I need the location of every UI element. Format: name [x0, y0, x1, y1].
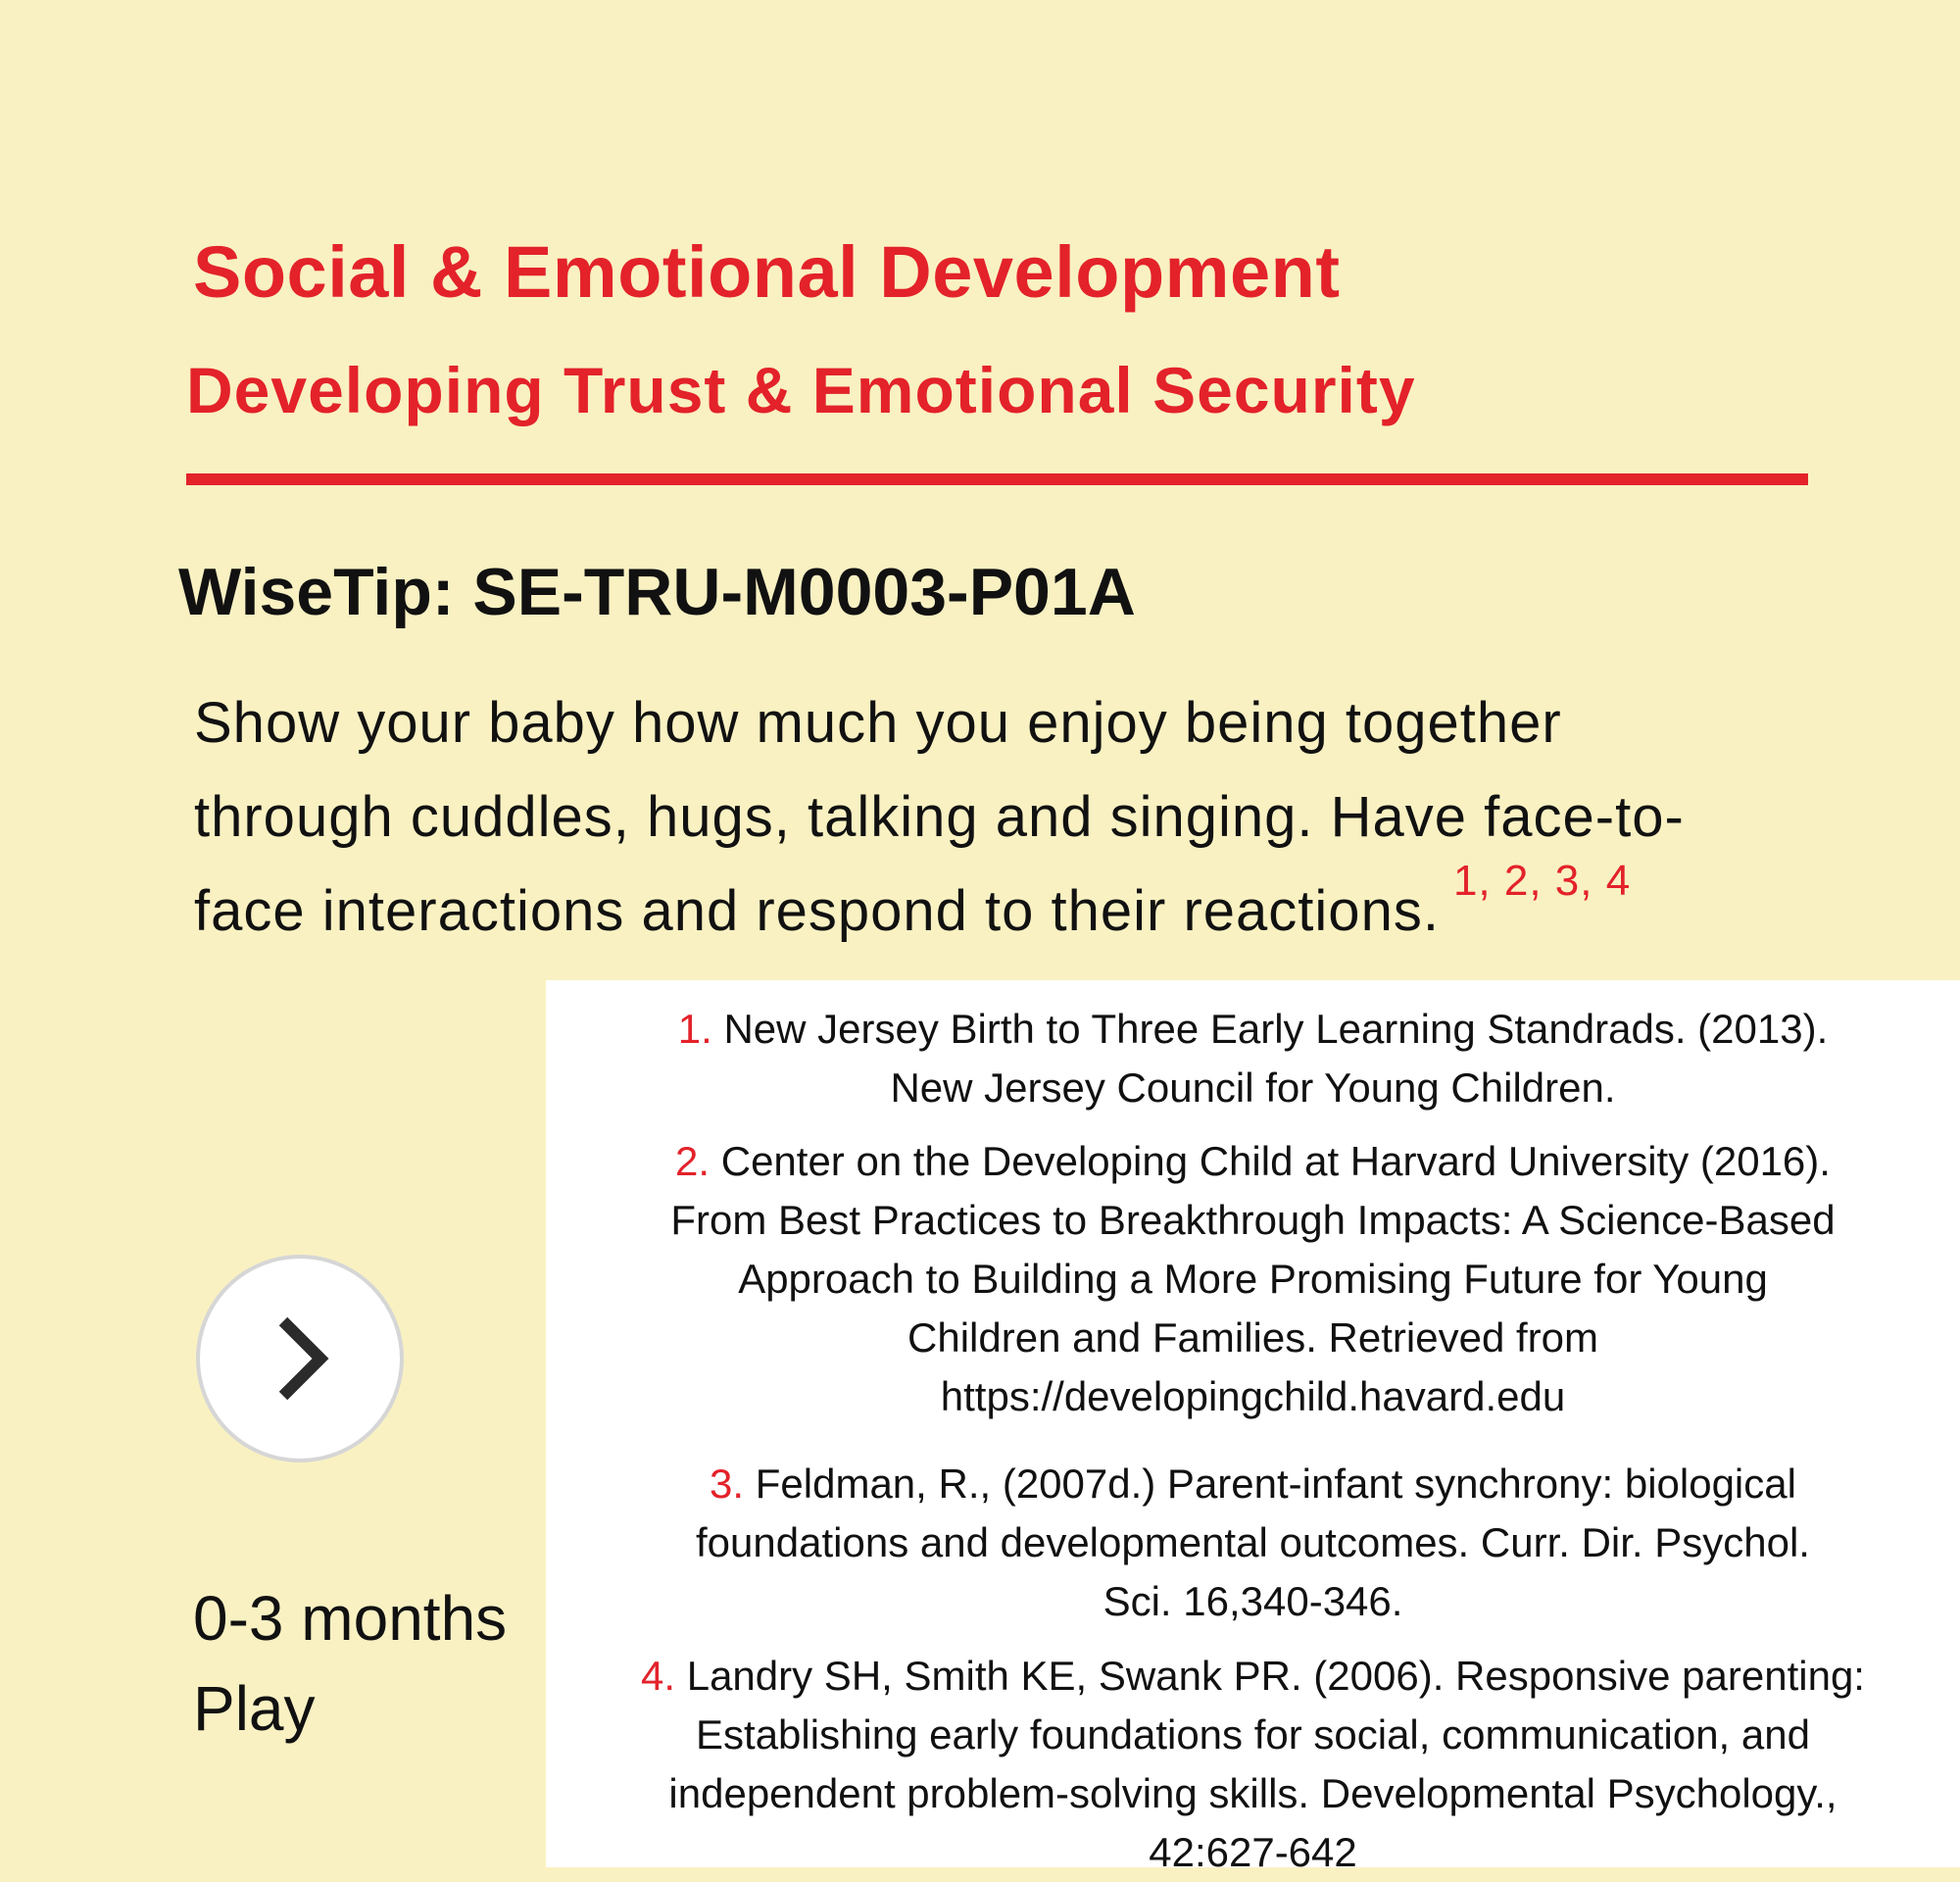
page-subtitle: Developing Trust & Emotional Security — [186, 354, 1416, 426]
category-label: Play — [193, 1673, 316, 1744]
reference-number: 1. — [677, 1006, 712, 1052]
tip-line: Show your baby how much you enjoy being together — [194, 691, 1562, 755]
reference-item — [546, 1455, 1960, 1631]
tip-line-last — [194, 857, 1919, 964]
tip-line: through cuddles, hugs, talking and singing. Have face-to- — [194, 785, 1685, 849]
chevron-right-icon — [266, 1310, 334, 1408]
citation-markers: 1, 2, 3, 4 — [1452, 857, 1632, 905]
page-title: Social & Emotional Development — [193, 231, 1341, 313]
reference-item — [546, 1132, 1960, 1426]
reference-text: Feldman, R., (2007d.) Parent-infant synchrony: biological foundations and developmental outcomes. Curr. Dir. Psychol. Sci. 16,340-346. — [696, 1461, 1810, 1624]
tip-text — [194, 676, 1919, 964]
reference-text: Center on the Developing Child at Harvard University (2016). From Best Practices to Breakthrough Impacts: A Science-Based Approach to Building a More Promising Future for Young Children and Families. Retrieved from https://developingchild.havard.edu — [670, 1138, 1836, 1419]
reference-text: New Jersey Birth to Three Early Learning Standrads. (2013). New Jersey Council for Young Children. — [723, 1006, 1829, 1111]
next-button[interactable] — [196, 1255, 404, 1462]
references-panel — [546, 980, 1960, 1875]
divider — [186, 473, 1808, 485]
reference-item — [546, 1000, 1960, 1117]
reference-number: 3. — [710, 1461, 745, 1507]
reference-item — [546, 1647, 1960, 1882]
reference-number: 4. — [641, 1653, 676, 1699]
tip-id: WiseTip: SE-TRU-M0003-P01A — [178, 555, 1136, 629]
age-range: 0-3 months — [193, 1583, 508, 1654]
reference-text: Landry SH, Smith KE, Swank PR. (2006). Responsive parenting: Establishing early foundations for social, communication, and independent problem-solving skills. Developmental Psychology., 42:627-642 — [668, 1653, 1865, 1875]
tip-line: face interactions and respond to their reactions. — [194, 879, 1440, 943]
reference-number: 2. — [675, 1138, 710, 1184]
